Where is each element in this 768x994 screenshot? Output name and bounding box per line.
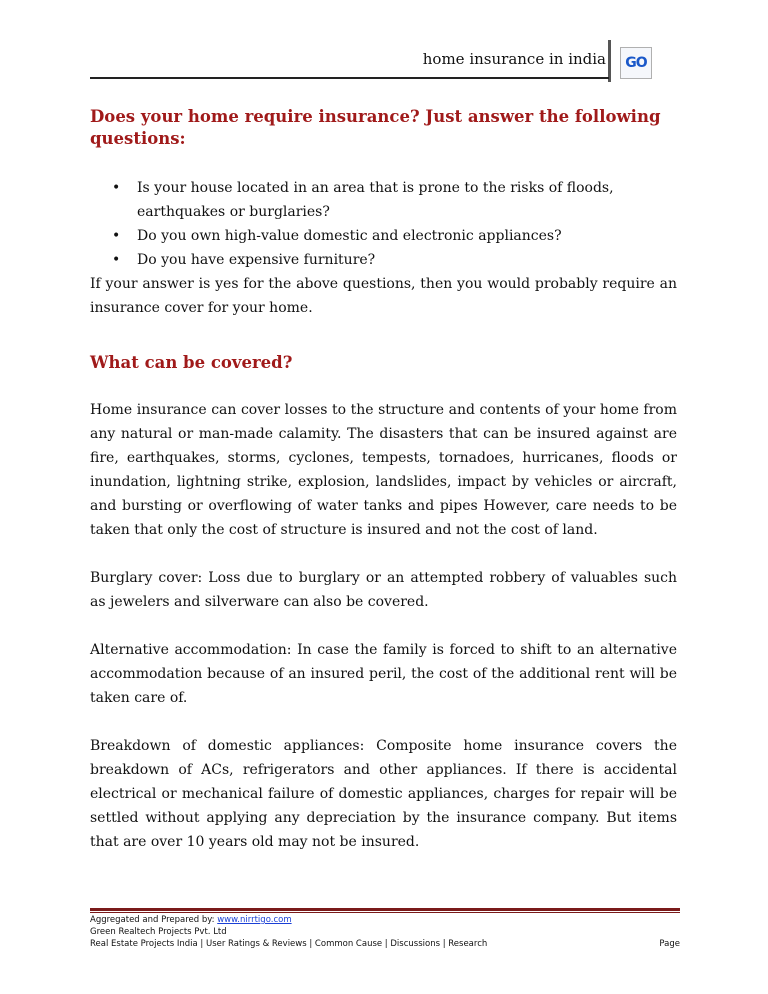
header-divider [608, 40, 611, 82]
section-heading-require-insurance: Does your home require insurance? Just answer the following questions: [90, 107, 661, 148]
footer-prepared-label: Aggregated and Prepared by: [90, 915, 218, 925]
document-body [90, 106, 677, 854]
questions-list [90, 176, 677, 272]
paragraph-burglary-cover: Burglary cover: Loss due to burglary or an attempted robbery of valuables such as jewelers and silverware can also be covered. [90, 570, 677, 610]
header-title: home insurance in india [422, 50, 606, 68]
paragraph-alternative-accommodation: Alternative accommodation: In case the family is forced to shift to an alternative accommodation because of an insured peril, the cost of the additional rent will be taken care of. [90, 642, 677, 706]
conclusion-paragraph: If your answer is yes for the above questions, then you would probably require an insurance cover for your home. [90, 276, 677, 316]
list-item: • Do you own high-value domestic and electronic appliances? [137, 224, 677, 248]
logo-text: GO [625, 55, 647, 71]
footer-page-label: Page [659, 939, 680, 949]
page-footer [90, 914, 680, 950]
go-logo-icon [620, 47, 652, 79]
paragraph-home-insurance: Home insurance can cover losses to the structure and contents of your home from any natural or man-made calamity. The disasters that can be insured against are fire, earthquakes, storms, cyclones, tempests, tornadoes, hurricanes, floods or inundation, lightning strike, explosion, landslides, impact by vehicles or aircraft, and bursting or overflowing of water tanks and pipes However, care needs to be taken that only the cost of structure is insured and not the cost of land. [90, 402, 677, 538]
header-rule [90, 77, 609, 79]
list-item: • Do you have expensive furniture? [137, 248, 677, 272]
footer-website-link[interactable]: www.nirrtigo.com [217, 915, 292, 925]
footer-rule-thin [90, 912, 680, 913]
paragraph-breakdown-appliances: Breakdown of domestic appliances: Composite home insurance covers the breakdown of ACs, refrigerators and other appliances. If there is accidental electrical or mechanical failure of domestic appliances, charges for repair will be settled without applying any depreciation by the insurance company. But items that are over 10 years old may not be insured. [90, 738, 677, 850]
footer-prepared-line [90, 914, 680, 926]
section-heading-what-covered: What can be covered? [90, 353, 293, 372]
footer-rule [90, 908, 680, 911]
footer-company: Green Realtech Projects Pvt. Ltd [90, 927, 227, 937]
list-item: • Is your house located in an area that is prone to the risks of floods, earthquakes or burglaries? [137, 176, 677, 224]
footer-links: Real Estate Projects India | User Ratings & Reviews | Common Cause | Discussions | Research [90, 939, 488, 949]
footer-links-row [90, 938, 680, 950]
